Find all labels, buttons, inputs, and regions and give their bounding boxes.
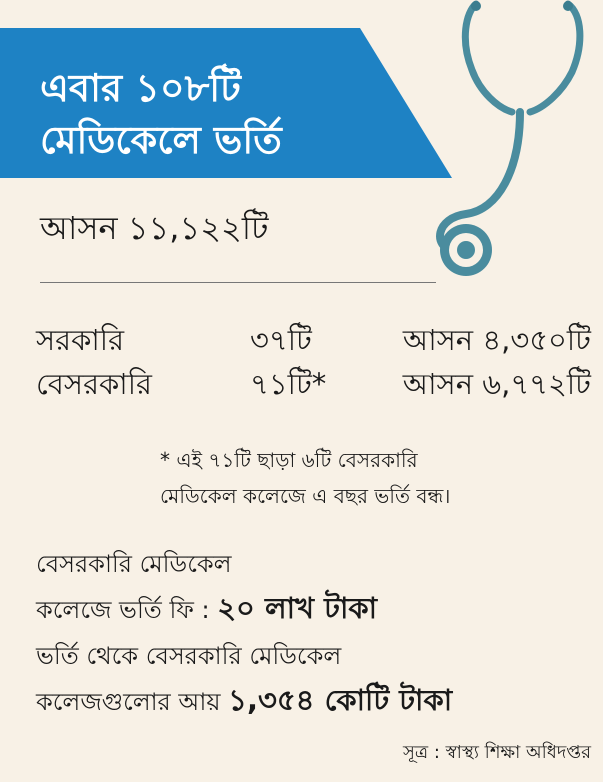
title-line-2: মেডিকেলে ভর্তি — [40, 118, 282, 162]
stat-seats: আসন ৬,৭৭২টি — [402, 367, 591, 401]
income-value: ১,৩৫৪ কোটি টাকা — [228, 683, 453, 717]
income-label: কলেজগুলোর আয় — [36, 688, 229, 716]
income-line-1: ভর্তি থেকে বেসরকারি মেডিকেল — [36, 642, 342, 670]
stat-row-government — [36, 318, 591, 362]
divider — [40, 282, 436, 283]
fee-label: কলেজে ভর্তি ফি : — [36, 596, 218, 624]
footnote — [160, 442, 590, 514]
fee-value: ২০ লাখ টাকা — [217, 591, 378, 625]
source-credit: সূত্র : স্বাস্থ্য শিক্ষা অধিদপ্তর — [403, 742, 591, 763]
stat-type: বেসরকারি — [36, 367, 152, 401]
footnote-line-2: মেডিকেল কলেজে এ বছর ভর্তি বন্ধ। — [160, 484, 451, 508]
fee-line-1: বেসরকারি মেডিকেল — [36, 550, 232, 578]
total-seats: আসন ১১,১২২টি — [40, 209, 269, 247]
admission-fee — [36, 542, 596, 632]
stat-count: ৭১টি* — [250, 367, 327, 401]
footnote-line-1: * এই ৭১টি ছাড়া ৬টি বেসরকারি — [160, 448, 418, 472]
title-line-1: এবার ১০৮টি — [40, 66, 241, 110]
stat-type: সরকারি — [36, 323, 125, 357]
stethoscope-icon — [380, 0, 603, 300]
fee-line-2 — [36, 586, 596, 632]
admission-income — [36, 634, 596, 724]
stat-seats: আসন ৪,৩৫০টি — [402, 323, 591, 357]
stat-row-private — [36, 362, 591, 406]
stat-count: ৩৭টি — [250, 323, 312, 357]
income-line-2 — [36, 678, 596, 724]
stats-table — [36, 318, 591, 406]
page-title — [40, 62, 400, 166]
